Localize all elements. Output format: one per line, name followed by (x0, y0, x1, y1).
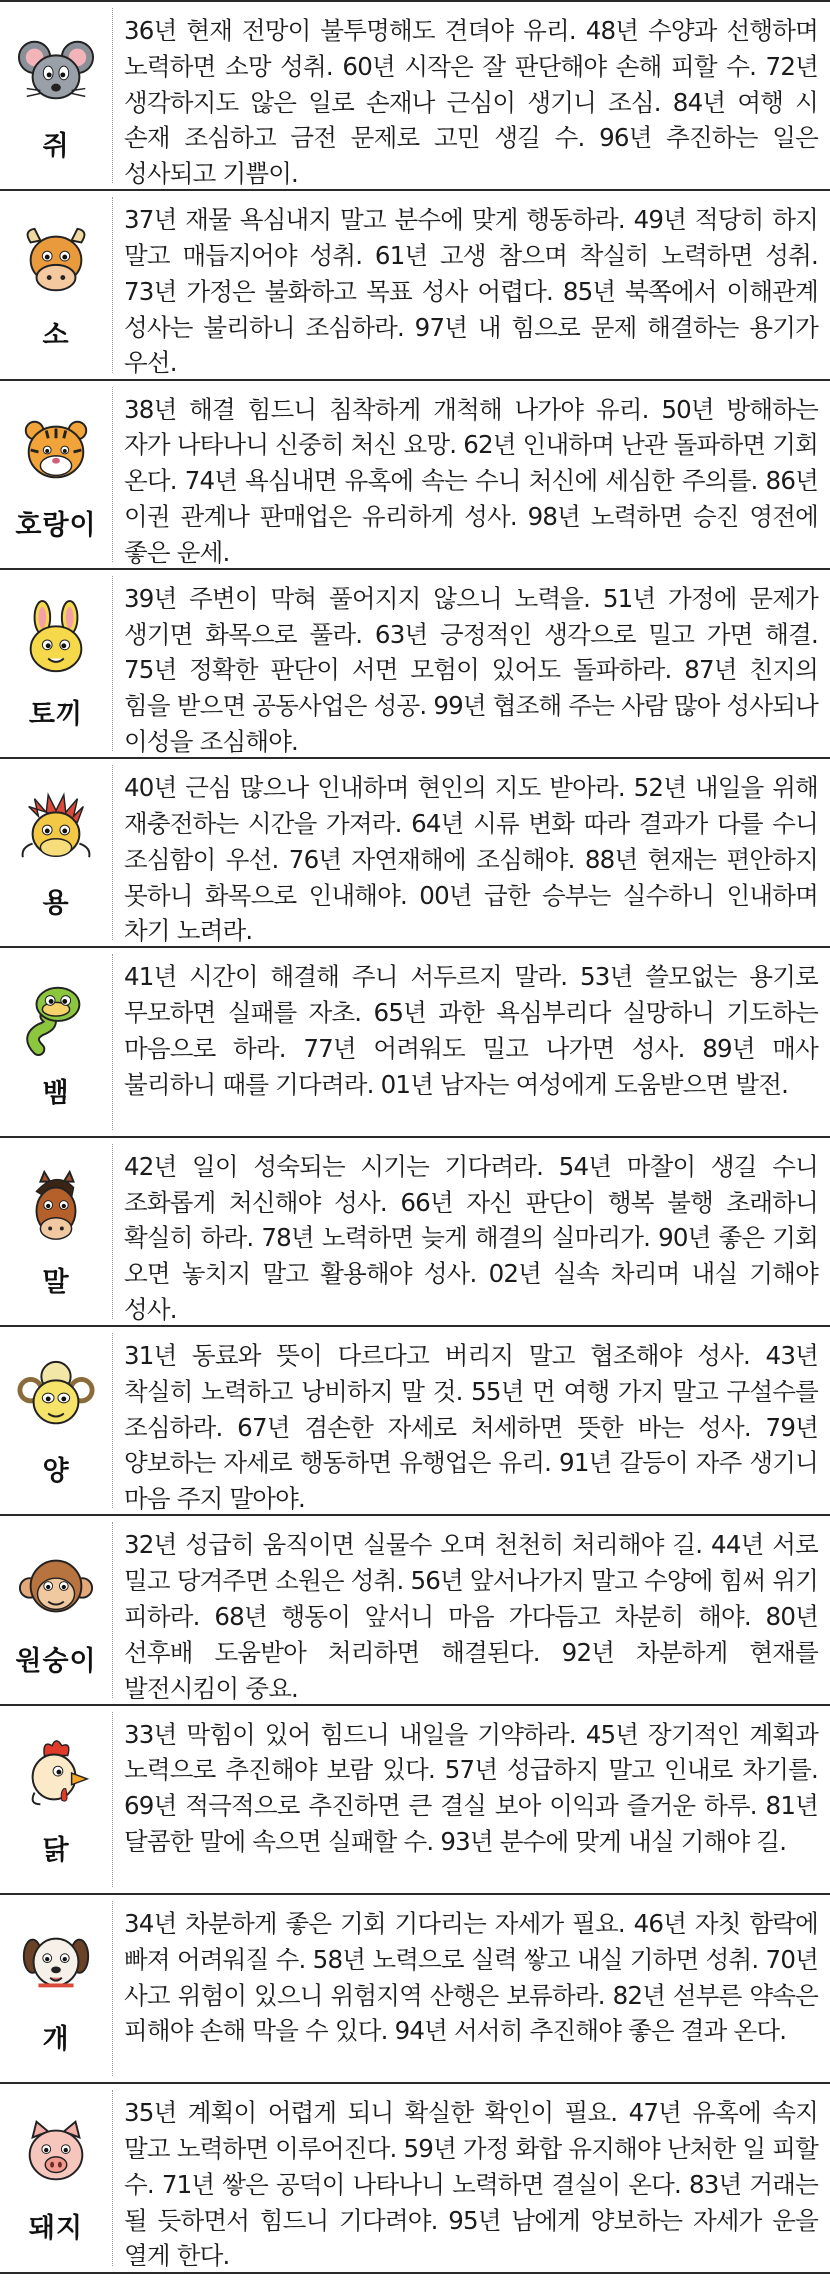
rat-icon (17, 32, 95, 110)
animal-name: 뱀 (42, 1077, 70, 1109)
ox-icon (17, 221, 95, 299)
zodiac-row (0, 191, 830, 380)
fortune-text: 39년 주변이 막혀 풀어지지 않으니 노력을. 51년 가정에 문제가 생기면 화목으로 풀라. 63년 긍정적인 생각으로 밀고 가면 해결. 75년 정확한 판단이 서면 모험이 있어도 돌파하라. 87년 친지의 힘을 받으면 공동사업은 성공. 99년 협조해 주는 사람 많아 성사되나 이성을 조심해야. (124, 583, 818, 757)
dog-icon (17, 1925, 95, 2003)
zodiac-row (0, 570, 830, 759)
fortune-text: 36년 현재 전망이 불투명해도 견뎌야 유리. 48년 수양과 선행하며 노력하면 소망 성취. 60년 시작은 잘 판단해야 손해 피할 수. 72년 생각하지도 않은 일로 손재나 근심이 생기니 조심. 84년 여행 시 손재 조심하고 금전 문제로 고민 생길 수. 96년 추진하는 일은 성사되고 기쁨이. (124, 16, 818, 189)
animal-column (0, 1706, 112, 1893)
animal-column (0, 1895, 112, 2082)
fortune-text: 38년 해결 힘드니 침착하게 개척해 나가야 유리. 50년 방해하는 자가 나타나니 신중히 처신 요망. 62년 인내하며 난관 돌파하면 기회 온다. 74년 욕심내면 유혹에 속는 수니 처신에 세심한 주의를. 86년 이권 관계나 판매업은 유리하게 성사. 98년 노력하면 승진 영전에 좋은 운세. (124, 394, 818, 567)
animal-column (0, 381, 112, 568)
animal-name: 토끼 (28, 699, 84, 731)
zodiac-row (0, 1138, 830, 1327)
fortune-text: 42년 일이 성숙되는 시기는 기다려라. 54년 마찰이 생길 수니 조화롭게 처신해야 성사. 66년 자신 판단이 행복 불행 초래하니 확실히 하라. 78년 노력하면 늦게 해결의 실마리가. 90년 좋은 기회 오면 놓치지 말고 활용해야 성사. 02년 실속 차리며 내실 기해야 성사. (124, 1151, 818, 1324)
animal-column (0, 1516, 112, 1703)
pig-icon (17, 2114, 95, 2192)
rabbit-icon (17, 600, 95, 678)
sheep-icon (17, 1357, 95, 1435)
zodiac-row (0, 1706, 830, 1895)
animal-name: 소 (42, 320, 70, 352)
animal-column (0, 1138, 112, 1325)
tiger-icon (17, 411, 95, 489)
animal-name: 양 (42, 1456, 70, 1488)
zodiac-row (0, 2084, 830, 2273)
fortune-text: 41년 시간이 해결해 주니 서두르지 말라. 53년 쓸모없는 용기로 무모하면 실패를 자초. 65년 과한 욕심부리다 실망하니 기도하는 마음으로 하라. 77년 어려워도 밀고 나가면 성사. 89년 매사 불리하니 때를 기다려라. 01년 남자는 여성에게 도움받으면 발전. (124, 962, 818, 1099)
zodiac-row (0, 1895, 830, 2084)
fortune-text: 35년 계획이 어렵게 되니 확실한 확인이 필요. 47년 유혹에 속지 말고 노력하면 이루어진다. 59년 가정 화합 유지해야 난처한 일 피할 수. 71년 쌓은 공덕이 나타나니 노력하면 결실이 온다. 83년 거래는 될 듯하면서 힘드니 기다려야. 95년 남에게 양보하는 자세가 운을 열게 한다. (124, 2098, 818, 2271)
animal-column (0, 759, 112, 946)
monkey-icon (17, 1547, 95, 1625)
snake-icon (17, 979, 95, 1057)
animal-name: 개 (42, 2024, 70, 2056)
zodiac-row (0, 1327, 830, 1516)
fortune-text: 37년 재물 욕심내지 말고 분수에 맞게 행동하라. 49년 적당히 하지 말고 매듭지어야 성취. 61년 고생 참으며 착실히 노력하면 성취. 73년 가정은 불화하고 목표 성사 어렵다. 85년 북쪽에서 이해관계 성사는 불리하니 조심하라. 97년 내 힘으로 문제 해결하는 용기가 우선. (124, 205, 818, 378)
animal-column (0, 1327, 112, 1514)
animal-column (0, 948, 112, 1135)
animal-name: 닭 (42, 1834, 70, 1866)
zodiac-row (0, 948, 830, 1137)
animal-column (0, 191, 112, 378)
fortune-text: 33년 막힘이 있어 힘드니 내일을 기약하라. 45년 장기적인 계획과 노력으로 추진해야 보람 있다. 57년 성급하지 말고 인내로 차기를. 69년 적극적으로 추진하면 큰 결실 보아 이익과 즐거운 하루. 81년 달콤한 말에 속으면 실패할 수. 93년 분수에 맞게 내실 기해야 길. (124, 1719, 818, 1857)
rooster-icon (17, 1736, 95, 1814)
animal-name: 돼지 (28, 2213, 84, 2245)
animal-name: 쥐 (42, 131, 70, 163)
zodiac-row (0, 759, 830, 948)
fortune-text: 40년 근심 많으나 인내하며 현인의 지도 받아라. 52년 내일을 위해 재충전하는 시간을 가져라. 64년 시류 변화 따라 결과가 다를 수니 조심함이 우선. 76년 자연재해에 조심해야. 88년 현재는 편안하지 못하니 화목으로 인내해야. 00년 급한 승부는 실수하니 인내하며 차기 노려라. (124, 773, 818, 946)
zodiac-row (0, 2, 830, 191)
animal-name: 말 (42, 1266, 70, 1298)
fortune-text: 32년 성급히 움직이면 실물수 오며 천천히 처리해야 길. 44년 서로 밀고 당겨주면 소원은 성취. 56년 앞서나가지 말고 수양에 힘써 위기 피하라. 68년 행동이 앞서니 마음 가다듬고 차분히 해야. 80년 선후배 도움받아 처리하면 해결된다. 92년 차분하게 현재를 발전시킴이 중요. (124, 1530, 818, 1703)
fortune-text: 34년 차분하게 좋은 기회 기다리는 자세가 필요. 46년 자칫 함락에 빠져 어려워질 수. 58년 노력으로 실력 쌓고 내실 기하면 성취. 70년 사고 위험이 있으니 위험지역 산행은 보류하라. 82년 섣부른 약속은 피해야 손해 막을 수 있다. 94년 서서히 추진해야 좋은 결과 온다. (124, 1908, 818, 2046)
fortune-text: 31년 동료와 뜻이 다르다고 버리지 말고 협조해야 성사. 43년 착실히 노력하고 낭비하지 말 것. 55년 먼 여행 가지 말고 구설수를 조심하라. 67년 겸손한 자세로 처세하면 뜻한 바는 성사. 79년 양보하는 자세로 행동하면 유행업은 유리. 91년 갈등이 자주 생기니 마음 주지 말아야. (124, 1341, 818, 1514)
animal-name: 호랑이 (15, 509, 97, 541)
animal-column (0, 2084, 112, 2271)
animal-name: 용 (42, 888, 70, 920)
zodiac-row (0, 1516, 830, 1705)
animal-name: 원숭이 (15, 1645, 97, 1677)
animal-column (0, 570, 112, 757)
zodiac-row (0, 381, 830, 570)
animal-column (0, 2, 112, 189)
horse-icon (17, 1168, 95, 1246)
dragon-icon (17, 789, 95, 867)
